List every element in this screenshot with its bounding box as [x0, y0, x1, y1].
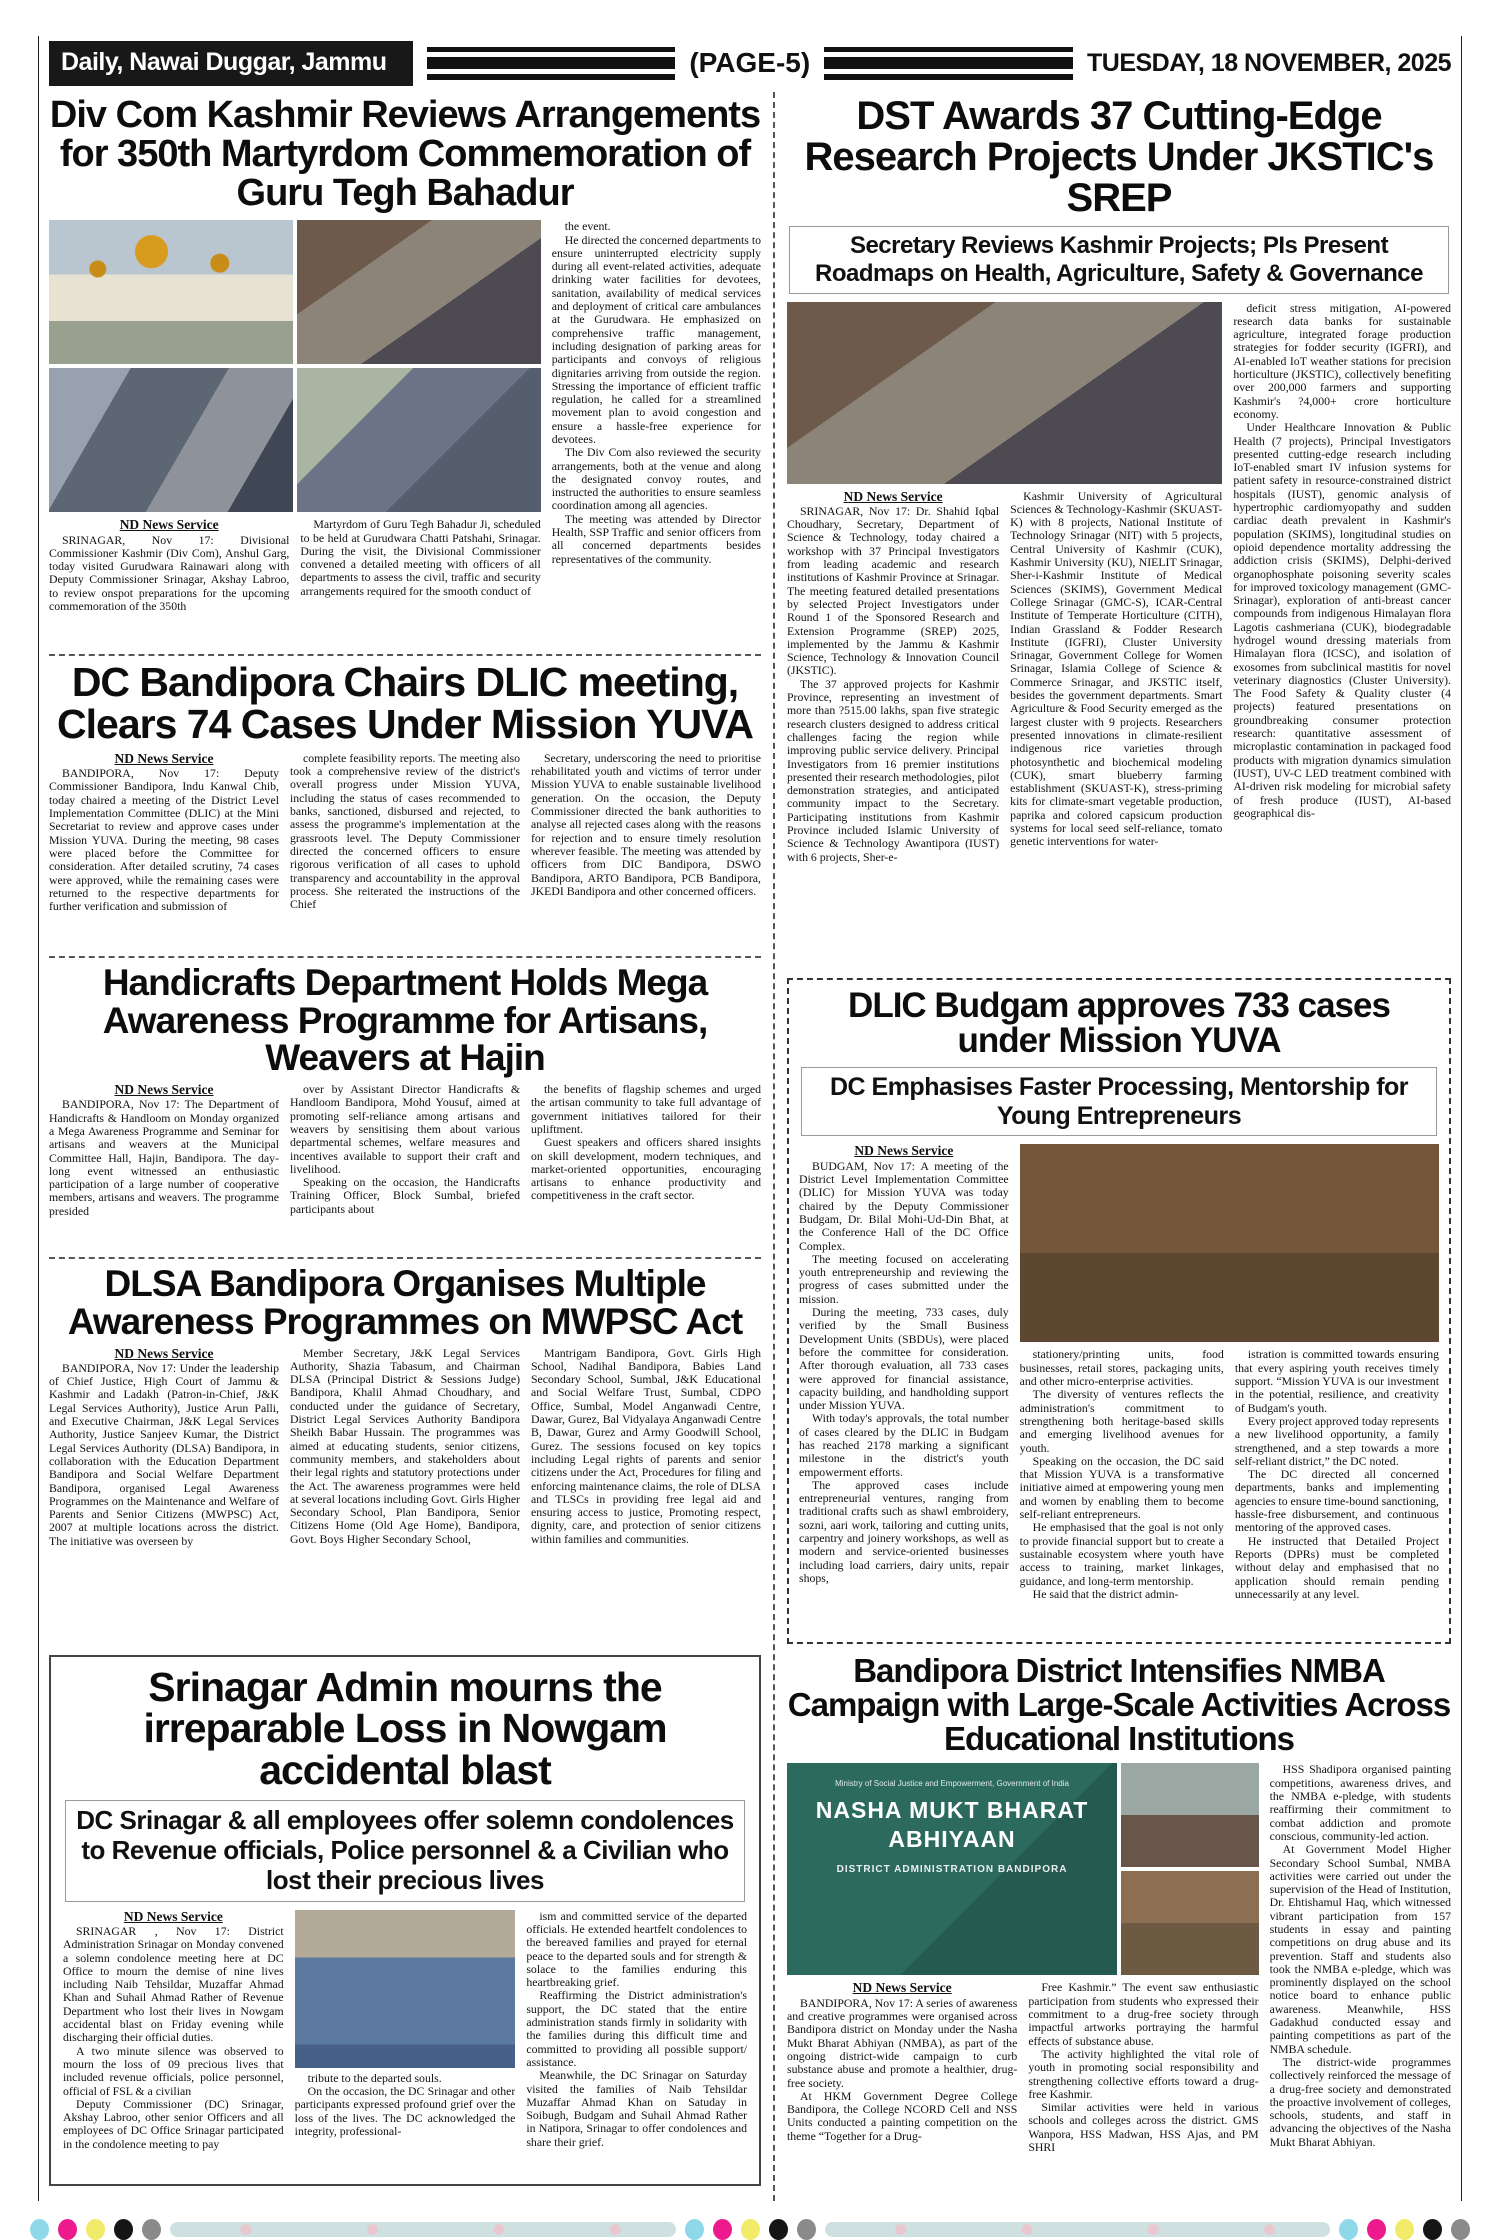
masthead [49, 40, 1451, 86]
article-dlic-budgam-subhead: DC Emphasises Faster Processing, Mentorship for Young Entrepreneurs [801, 1067, 1437, 1137]
page-number-label: (PAGE-5) [689, 47, 811, 78]
article-divcom-col2: Martyrdom of Guru Tegh Bahadur Ji, scheduled to be held at Gurudwara Chatti Patshahi, Srinagar. During the visit, the Divisional Commissioner convened a detailed meeting with officers of all departments to assess the civil, traffic and security arrangements required for the smooth conduct of [300, 518, 541, 598]
newspaper-page [38, 36, 1462, 2201]
print-registration-strip [30, 2219, 1470, 2240]
article-divcom-headline: Div Com Kashmir Reviews Arrangements for 350th Martyrdom Commemoration of Guru Tegh Bahadur [49, 94, 761, 214]
article-handicrafts-col1: ND News Service BANDIPORA, Nov 17: The Department of Handicrafts & Handloom on Monday organized a Mega Awareness Programme and Seminar for artisans and weavers at the Municipal Committee Hall, Hajin, Bandipora. The day-long event witnessed an enthusiastic participation of a large number of cooperative members, artisans and weavers. The programme presided [49, 1083, 279, 1218]
article-handicrafts [49, 961, 761, 1251]
article-dlsa-headline: DLSA Bandipora Organises Multiple Awareness Programmes on MWPSC Act [67, 1263, 743, 1342]
article-handicrafts-headline: Handicrafts Department Holds Mega Awareness Programme for Artisans, Weavers at Hajin [102, 961, 708, 1079]
issue-date: TUESDAY, 18 NOVEMBER, 2025 [1087, 48, 1452, 77]
photo-nmba-activity-1 [1121, 1763, 1259, 1867]
photo-srep-workshop [787, 302, 1222, 484]
photo-meeting-indoor [297, 220, 541, 364]
article-divcom-photo-collage [49, 220, 541, 512]
article-divcom [49, 96, 761, 648]
photo-dc-budgam-meeting [1020, 1144, 1439, 1342]
article-srinagar-admin-subhead: DC Srinagar & all employees offer solemn condolences to Revenue officials, Police personnel & a Civilian who lost their precious lives [65, 1800, 745, 1902]
article-dlsa-col3: Mantrigam Bandipora, Govt. Girls High School, Nadihal Bandipora, Babies Land Secondary School, Sumbal, J&K Educational and Social Welfare Trust, Sumbal, CDPO Office, Sumbal, Model Anganwadi Centre, Dawar, Gurez, Bal Vidyalaya Anganwadi Centre B, Dawar, Gurez and Army Goodwill School, Gurez. The sessions focused on key topics including Legal rights of parents and senior citizens under the Act, Procedures for filing and enforcing maintenance claims, the role of DLSA and TLSCs in providing free legal aid and ensuring access to justice, Promoting respect, dignity, care, and protection of senior citizens within families and communities. [531, 1346, 761, 1546]
article-dlic-bandipora-headline: DC Bandipora Chairs DLIC meeting, Clears 74 Cases Under Mission YUVA [57, 659, 753, 748]
article-dlsa [49, 1265, 761, 1646]
article-handicrafts-byline: ND News Service [114, 1083, 214, 1098]
registration-dot-black [1423, 2219, 1442, 2240]
registration-dot-magenta [58, 2219, 77, 2240]
article-dlic-budgam-col3: istration is committed towards ensuring that every aspiring youth receives timely support. “Mission YUVA is our investment in the potential, resilience, and creativity of Budgam's youth. Every project approved today represents a new livelihood opportunity, a family strengthened, and a step towards a more self-reliant district,” the DC noted. The DC directed all concerned departments, banks and implementing agencies to ensure time-bound sanctioning, hassle-free disbursement, and continuous mentoring of the approved cases. He instructed that Detailed Project Reports (DPRs) must be completed without delay and emphasised that no application should remain pending unnecessarily at any level. [1234, 1348, 1440, 1601]
registration-dot-cyan [1339, 2219, 1358, 2240]
divider-dashed [49, 1257, 761, 1259]
article-dlic-budgam-col2: stationery/printing units, food businesses, retail stores, packaging units, and other micro-enterprise activities. The diversity of ventures reflects the administration's commitment to strengthening both heritage-based skills and emerging livelihood avenues for youth. Speaking on the occasion, the DC said that Mission YUVA is a transformative initiative aimed at empowering young men and women by enabling them to become self-reliant entrepreneurs. He emphasised that the goal is not only to provide financial support but to create a sustainable ecosystem where youth have access to training, market linkages, guidance, and long-term mentorship. He said that the district admin- [1019, 1348, 1224, 1601]
right-column-region [773, 92, 1451, 2201]
photo-dc-srinagar-condolence [295, 1910, 516, 2068]
nmba-banner-ministry-text: Ministry of Social Justice and Empowerment, Government of India [835, 1779, 1069, 1789]
photo-nmba-banner [787, 1763, 1117, 1975]
article-dlsa-byline: ND News Service [114, 1346, 214, 1361]
registration-dot-magenta [1367, 2219, 1386, 2240]
article-dst-subhead: Secretary Reviews Kashmir Projects; PIs Present Roadmaps on Health, Agriculture, Safety & Governance [789, 226, 1449, 293]
article-dlic-bandipora [49, 659, 761, 950]
registration-dot-black [769, 2219, 788, 2240]
article-nmba-byline: ND News Service [852, 1981, 952, 1996]
article-nmba-headline: Bandipora District Intensifies NMBA Campaign with Large-Scale Activities Across Educational Institutions [787, 1652, 1451, 1757]
left-column-region [49, 92, 761, 2201]
registration-dot-magenta [713, 2219, 732, 2240]
article-srinagar-admin-byline: ND News Service [123, 1909, 223, 1924]
divider-dashed [49, 654, 761, 656]
photo-officials-outdoor-2 [297, 368, 541, 512]
article-dst-col3: deficit stress mitigation, AI-powered research data banks for sustainable agriculture, integrated forage production strategies for fodder security (IGFRI), and AI-enabled IoT weather stations for precision horticulture (JKSTIC), collectively benefiting over 200,000 farmers and supporting Kashmir's ?4,000+ crore horticulture economy. Under Healthcare Innovation & Public Health (7 projects), Principal Investigators presented cutting-edge research including IoT-enabled smart IV infusion systems for patient safety in resource-constrained district hospitals (IUST), genomic analysis of hypertrophic cardiomyopathy and sudden cardiac death prevalent in Kashmir's population (SKIMS), longitudinal studies on opioid dependence mortality addressing the addiction crisis (SKIMS), Delphi-derived organophosphate poisoning severity scales for improved toxicology management (GMC-Srinagar), exploration of anti-breast cancer compounds from indigenous Himalayan flora Lagotis cashmeriana (CUK), biodegradable hydrogel wound dressing materials from Himalayan flora (ICSC), and isolation of exosomes from subclinical mastitis for novel veterinary diagnostics (Cluster University). The Food Safety & Quality cluster (4 projects) featured presentations on groundbreaking consumer protection research: quantitative assessment of microplastic contamination in packaged food products with migration dynamics simulation (IUST), UV-C LED treatment combined with AI-driven risk modeling for microbial safety of fresh produce (IUST), AI-based geographical dis- [1233, 301, 1451, 820]
article-dlic-bandipora-col3: Secretary, underscoring the need to prioritise rehabilitated youth and victims of terror under Mission YUVA to enable sustainable livelihood generation. On the occasion, the Deputy Commissioner directed the bank authorities to analyse all rejected cases along with the reasons for rejection and to ensure timely resolution wherever feasible. The meeting was attended by officers from DIC Bandipora, DSWO Bandipora, ARTO Bandipora, PCB Bandipora, JKEDI Bandipora and other concerned officers. [531, 751, 761, 898]
photo-nmba-activity-2 [1121, 1871, 1259, 1975]
article-srinagar-admin-col2: tribute to the departed souls. On the occasion, the DC Srinagar and other participants expressed profound grief over the loss of the lives. The DC acknowledged the integrity, professional- [295, 1910, 516, 2178]
article-srinagar-admin [49, 1655, 761, 2186]
article-srinagar-admin-col1: ND News Service SRINAGAR , Nov 17: District Administration Srinagar on Monday convened a solemn condolence meeting here at DC Office to mourn the demise of nine lives including Naib Tehsildar, Muzaffar Ahmad Khan and Suhail Ahmad Rather of Revenue Department who lost their lives in Nowgam accidental blast on Friday evening while discharging their official duties. A two minute silence was observed to mourn the loss of 09 precious lives that included revenue officials, police personnel, official of FSL & a civilian Deputy Commissioner (DC) Srinagar, Akshay Labroo, other senior Officers and all employees of DC Office Srinagar participated in the condolence meeting to pay [63, 1909, 284, 2151]
article-srinagar-admin-headline: Srinagar Admin mourns the irreparable Loss in Nowgam accidental blast [143, 1663, 667, 1794]
article-divcom-col3: the event. He directed the concerned departments to ensure uninterrupted electricity supply during all event-related activities, adequate drinking water facilities for devotees, sanitation, availability of medical services and deployment of critical care ambulances at the Gurudwara. He emphasized on comprehensive traffic management, including designation of parking areas for participants and convoys of religious dignitaries arriving from outside the region. Stressing the importance of efficient traffic regulation, he called for a streamlined movement plan to avoid congestion and ensure a hassle-free experience for devotees. The Div Com also reviewed the security arrangements, both at the venue and along the designated convoy routes, and instructed the authorities to ensure seamless coordination among all agencies. The meeting was attended by Director Health, SSP Traffic and senior officers from all concerned departments besides representatives of the community. [551, 220, 761, 566]
article-dst-col1: ND News Service SRINAGAR, Nov 17: Dr. Shahid Iqbal Choudhary, Secretary, Department of Science & Technology, today chaired a workshop with 37 Principal Investigators from leading academic and research institutions of Kashmir Province at Srinagar. The meeting featured detailed presentations by selected Project Investigators under Round 1 of the Sponsored Research and Extension Programme (SREP) 2025, implemented by the Jammu & Kashmir Science, Technology & Innovation Council (JKSTIC). The 37 approved projects for Kashmir Province, representing an investment of more than ?515.00 lakhs, span five strategic research clusters designed to address critical challenges facing the region while improving public service delivery. Principal Investigators from 16 premier institutions presented their research methodologies, pilot demonstration strategies, and anticipated community impact to the Secretary. Participating institutions from Kashmir Province included Islamic University of Science & Technology Awantipora (IUST) with 6 projects, Sher-e- [787, 489, 1000, 864]
article-divcom-col1: ND News Service SRINAGAR, Nov 17: Divisional Commissioner Kashmir (Div Com), Anshul Garg, today visited Gurudwara Rainawari along with Deputy Commissioner Srinagar, Akshay Labroo, to review onspot preparations for the upcoming commemoration of the 350th [49, 518, 290, 614]
article-srinagar-admin-col3: ism and committed service of the departed officials. He extended heartfelt condolences to the bereaved families and prayed for eternal peace to the departed souls and for strength & solace to the families enduring this heartbreaking grief. Reaffirming the District administration's support, the DC stated that the entire administration stands firmly in solidarity with the families during this difficult time and committed to providing all possible support/ assistance. Meanwhile, the DC Srinagar on Saturday visited the families of Naib Tehsildar Muzaffar Ahmad Khan on Satuday in Soibugh, Budgam and Suhail Ahmad Rather in Natipora, Srinagar to offer condolences and share their grief. [526, 1909, 748, 2149]
registration-dot-yellow [741, 2219, 760, 2240]
masthead-stripes-left [427, 47, 676, 80]
registration-dot-gray [797, 2219, 816, 2240]
registration-dot-gray [142, 2219, 161, 2240]
article-nmba-col3: HSS Shadipora organised painting competitions, awareness drives, and the NMBA e-pledge, with students reaffirming their commitment to combat addiction and promote conscious, community-led action. At Government Model Higher Secondary School Sumbal, NMBA activities were carried out under the supervision of the Head of Institution, Dr. Ehtishamul Haq, which witnessed vibrant participation from 157 students in essay and painting competitions on drug abuse and its prevention. Staff and students also took the NMBA e-pledge, which was prominently displayed on the school notice board to enhance public awareness. Meanwhile, HSS Gadakhud conducted essay and painting competitions as part of the NMBA schedule. The district-wide programmes collectively reinforced the message of a drug-free society and demonstrated the proactive involvement of colleges, schools, students, and staff in advancing the objectives of the Nasha Mukt Bharat Abhiyan. [1269, 1763, 1451, 2149]
registration-dot-gray [1451, 2219, 1470, 2240]
article-dst-headline: DST Awards 37 Cutting-Edge Research Projects Under JKSTIC's SREP [804, 94, 1434, 220]
registration-dot-cyan [30, 2219, 49, 2240]
article-dst [787, 96, 1451, 970]
article-nmba-photo-collage [787, 1763, 1259, 1975]
registration-dot-black [114, 2219, 133, 2240]
registration-bar [170, 2222, 676, 2237]
article-dst-col2: Kashmir University of Agricultural Sciences & Technology-Kashmir (SKUAST-K) with 8 projects, National Institute of Technology Srinagar (NIT) with 5 projects, Central University of Kashmir (CUK), Kashmir University (KU), NIELIT Srinagar, Sher-i-Kashmir Institute of Medical Sciences (SKIMS), Government Medical College Srinagar (GMC-S), ICAR-Central Institute of Temperate Horticulture (CITH), Indian Grassland & Fodder Research Institute (IGFRI), Cluster University Srinagar, Government College for Women Srinagar, Islamia College of Science & Commerce Srinagar, and JKSTIC itself, besides the government departments. Smart Agriculture & Food Security emerged as the largest cluster with 9 projects. Researchers presented innovations in climate-resilient indigenous rice varieties through photosynthetic and biochemical modeling (CUK), smart blueberry farming establishment (SKUAST-K), stress-priming kits for climate-smart vegetable production, paprika and colored capsicum production systems for local seed self-reliance, tomato genetic interventions for water- [1010, 489, 1223, 849]
article-divcom-byline: ND News Service [119, 518, 219, 533]
photo-gurudwara-rainawari [49, 220, 293, 364]
photo-officials-outdoor-1 [49, 368, 293, 512]
registration-dot-yellow [1395, 2219, 1414, 2240]
article-dlic-bandipora-col1: ND News Service BANDIPORA, Nov 17: Deputy Commissioner Bandipora, Indu Kanwal Chib, today chaired a meeting of the District Level Implementation Committee (DLIC) at the Mini Secretariat to review and approve cases under Mission YUVA. During the meeting, 98 cases were placed before the Committee for consideration. After detailed scrutiny, 74 cases were approved, while the remaining cases were returned to the respective departments for further verification and submission of [49, 751, 279, 914]
article-handicrafts-col3: the benefits of flagship schemes and urged the artisan community to take full advantage of government initiatives tailored for their upliftment. Guest speakers and officers shared insights on skill development, modern techniques, and market-oriented opportunities, encouraging artisans to enhance productivity and competitiveness in the craft sector. [531, 1083, 761, 1203]
divider-dashed [49, 956, 761, 958]
masthead-stripes-right [824, 47, 1073, 80]
nmba-banner-sub-text: DISTRICT ADMINISTRATION BANDIPORA [836, 1863, 1068, 1875]
article-dlic-bandipora-col2: complete feasibility reports. The meeting also took a comprehensive review of the district's overall progress under Mission YUVA, including the status of cases recommended to banks, sanctioned, disbursed and rejected, to assess the programme's implementation at the grassroots level. The Deputy Commissioner directed the concerned officers to ensure rigorous verification of all cases to uphold transparency and accountability in the approval process. She reiterated the instructions of the Chief [290, 751, 520, 912]
article-dst-byline: ND News Service [843, 489, 943, 504]
article-dlic-budgam-headline: DLIC Budgam approves 733 cases under Mission YUVA [848, 985, 1390, 1061]
article-dlsa-col2: Member Secretary, J&K Legal Services Authority, Shazia Tabasum, and Chairman DLSA (Principal District & Sessions Judge) Bandipora, Khalil Ahmad Choudhary, and conducted under the guidance of Secretary, District Legal Services Authority Bandipora Sheikh Babar Hussain. The programmes was aimed at educating students, senior citizens, community members, and stakeholders about their legal rights and statutory protections under the Act. The awareness programmes were held at several locations including Govt. Girls Higher Secondary School, Plan Bandipora, Senior Citizens Home (Old Age Home), Bandipora, Govt. Boys Higher Secondary School, [290, 1346, 520, 1546]
registration-bar [825, 2222, 1331, 2237]
article-dlsa-col1: ND News Service BANDIPORA, Nov 17: Under the leadership of Chief Justice, High Court of Jammu & Kashmir and Ladakh (Patron-in-Chief, J&K Legal Services Authority), Justice Arun Palli, and Executive Chairman, J&K Legal Services Authority, Justice Sanjeev Kumar, the District Legal Services Authority (DLSA) Bandipora, in collaboration with the Education Department Bandipora and Social Welfare Department Bandipora, organised Legal Awareness Programmes on the Maintenance and Welfare of Parents and Senior Citizens (MWPSC) Act, 2007 at multiple locations across the district. The initiative was overseen by [49, 1346, 279, 1548]
article-dlic-budgam-col1: ND News Service BUDGAM, Nov 17: A meeting of the District Level Implementation Committee (DLIC) for Mission YUVA was today chaired by the Deputy Commissioner Budgam, Dr. Bilal Mohi-Ud-Din Bhat, at the Conference Hall of the DC Office Complex. The meeting focused on accelerating youth entrepreneurship and reviewing the progress of cases submitted under the mission. During the meeting, 733 cases, duly verified by the Small Business Development Units (SBDUs), were placed before the committee for consideration. After thorough evaluation, all 733 cases were approved for financial assistance, capacity building, and handholding support under Mission YUVA. With today's approvals, the total number of cases cleared by the DLIC in Budgam has reached 2178 marking a significant milestone in the district's youth empowerment efforts. The approved cases include entrepreneurial ventures, ranging from traditional crafts such as shawl embroidery, sozni, aari work, tailoring and cutting units, carpentry and joinery workshops, as well as modern and service-oriented businesses including load carriers, dairy units, repair shops, [799, 1144, 1009, 1585]
article-dlic-bandipora-byline: ND News Service [114, 751, 214, 766]
newspaper-brand: Daily, Nawai Duggar, Jammu [49, 41, 413, 86]
article-nmba-col2: Free Kashmir.” The event saw enthusiastic participation from students who expressed their commitment to a drug-free society through impactful artworks portraying the harmful effects of substance abuse. The activity highlighted the vital role of youth in promoting social responsibility and strengthening collective efforts toward a drug-free Kashmir. Similar activities were held in various schools and colleges across the district. GMS Wanpora, HSS Madwan, HSS Ajas, and PM SHRI [1028, 1981, 1259, 2154]
article-nmba [787, 1654, 1451, 2201]
registration-dot-cyan [685, 2219, 704, 2240]
nmba-banner-main-text: NASHA MUKT BHARAT ABHIYAAN [815, 1797, 1089, 1853]
registration-dot-yellow [86, 2219, 105, 2240]
article-handicrafts-col2: over by Assistant Director Handicrafts & Handloom Bandipora, Mohd Yousuf, aimed at promoting self-reliance among artisans and weavers by sensitising them about various departmental schemes, welfare measures and incentives available to support their craft and livelihood. Speaking on the occasion, the Handicrafts Training Officer, Block Sumbal, briefed participants about [290, 1083, 520, 1216]
article-dlic-budgam [787, 978, 1451, 1645]
article-nmba-col1: ND News Service BANDIPORA, Nov 17: A series of awareness and creative programmes were organised across Bandipora district on Monday under the Nasha Mukt Bharat Abhiyan (NMBA), as part of the ongoing district-wide campaign to curb substance abuse and promote a healthier, drug-free society. At HKM Government Degree College Bandipora, the College NCORD Cell and NSS Units conducted a painting competition on the theme “Together for a Drug- [787, 1981, 1018, 2143]
article-dlic-budgam-byline: ND News Service [854, 1144, 954, 1159]
